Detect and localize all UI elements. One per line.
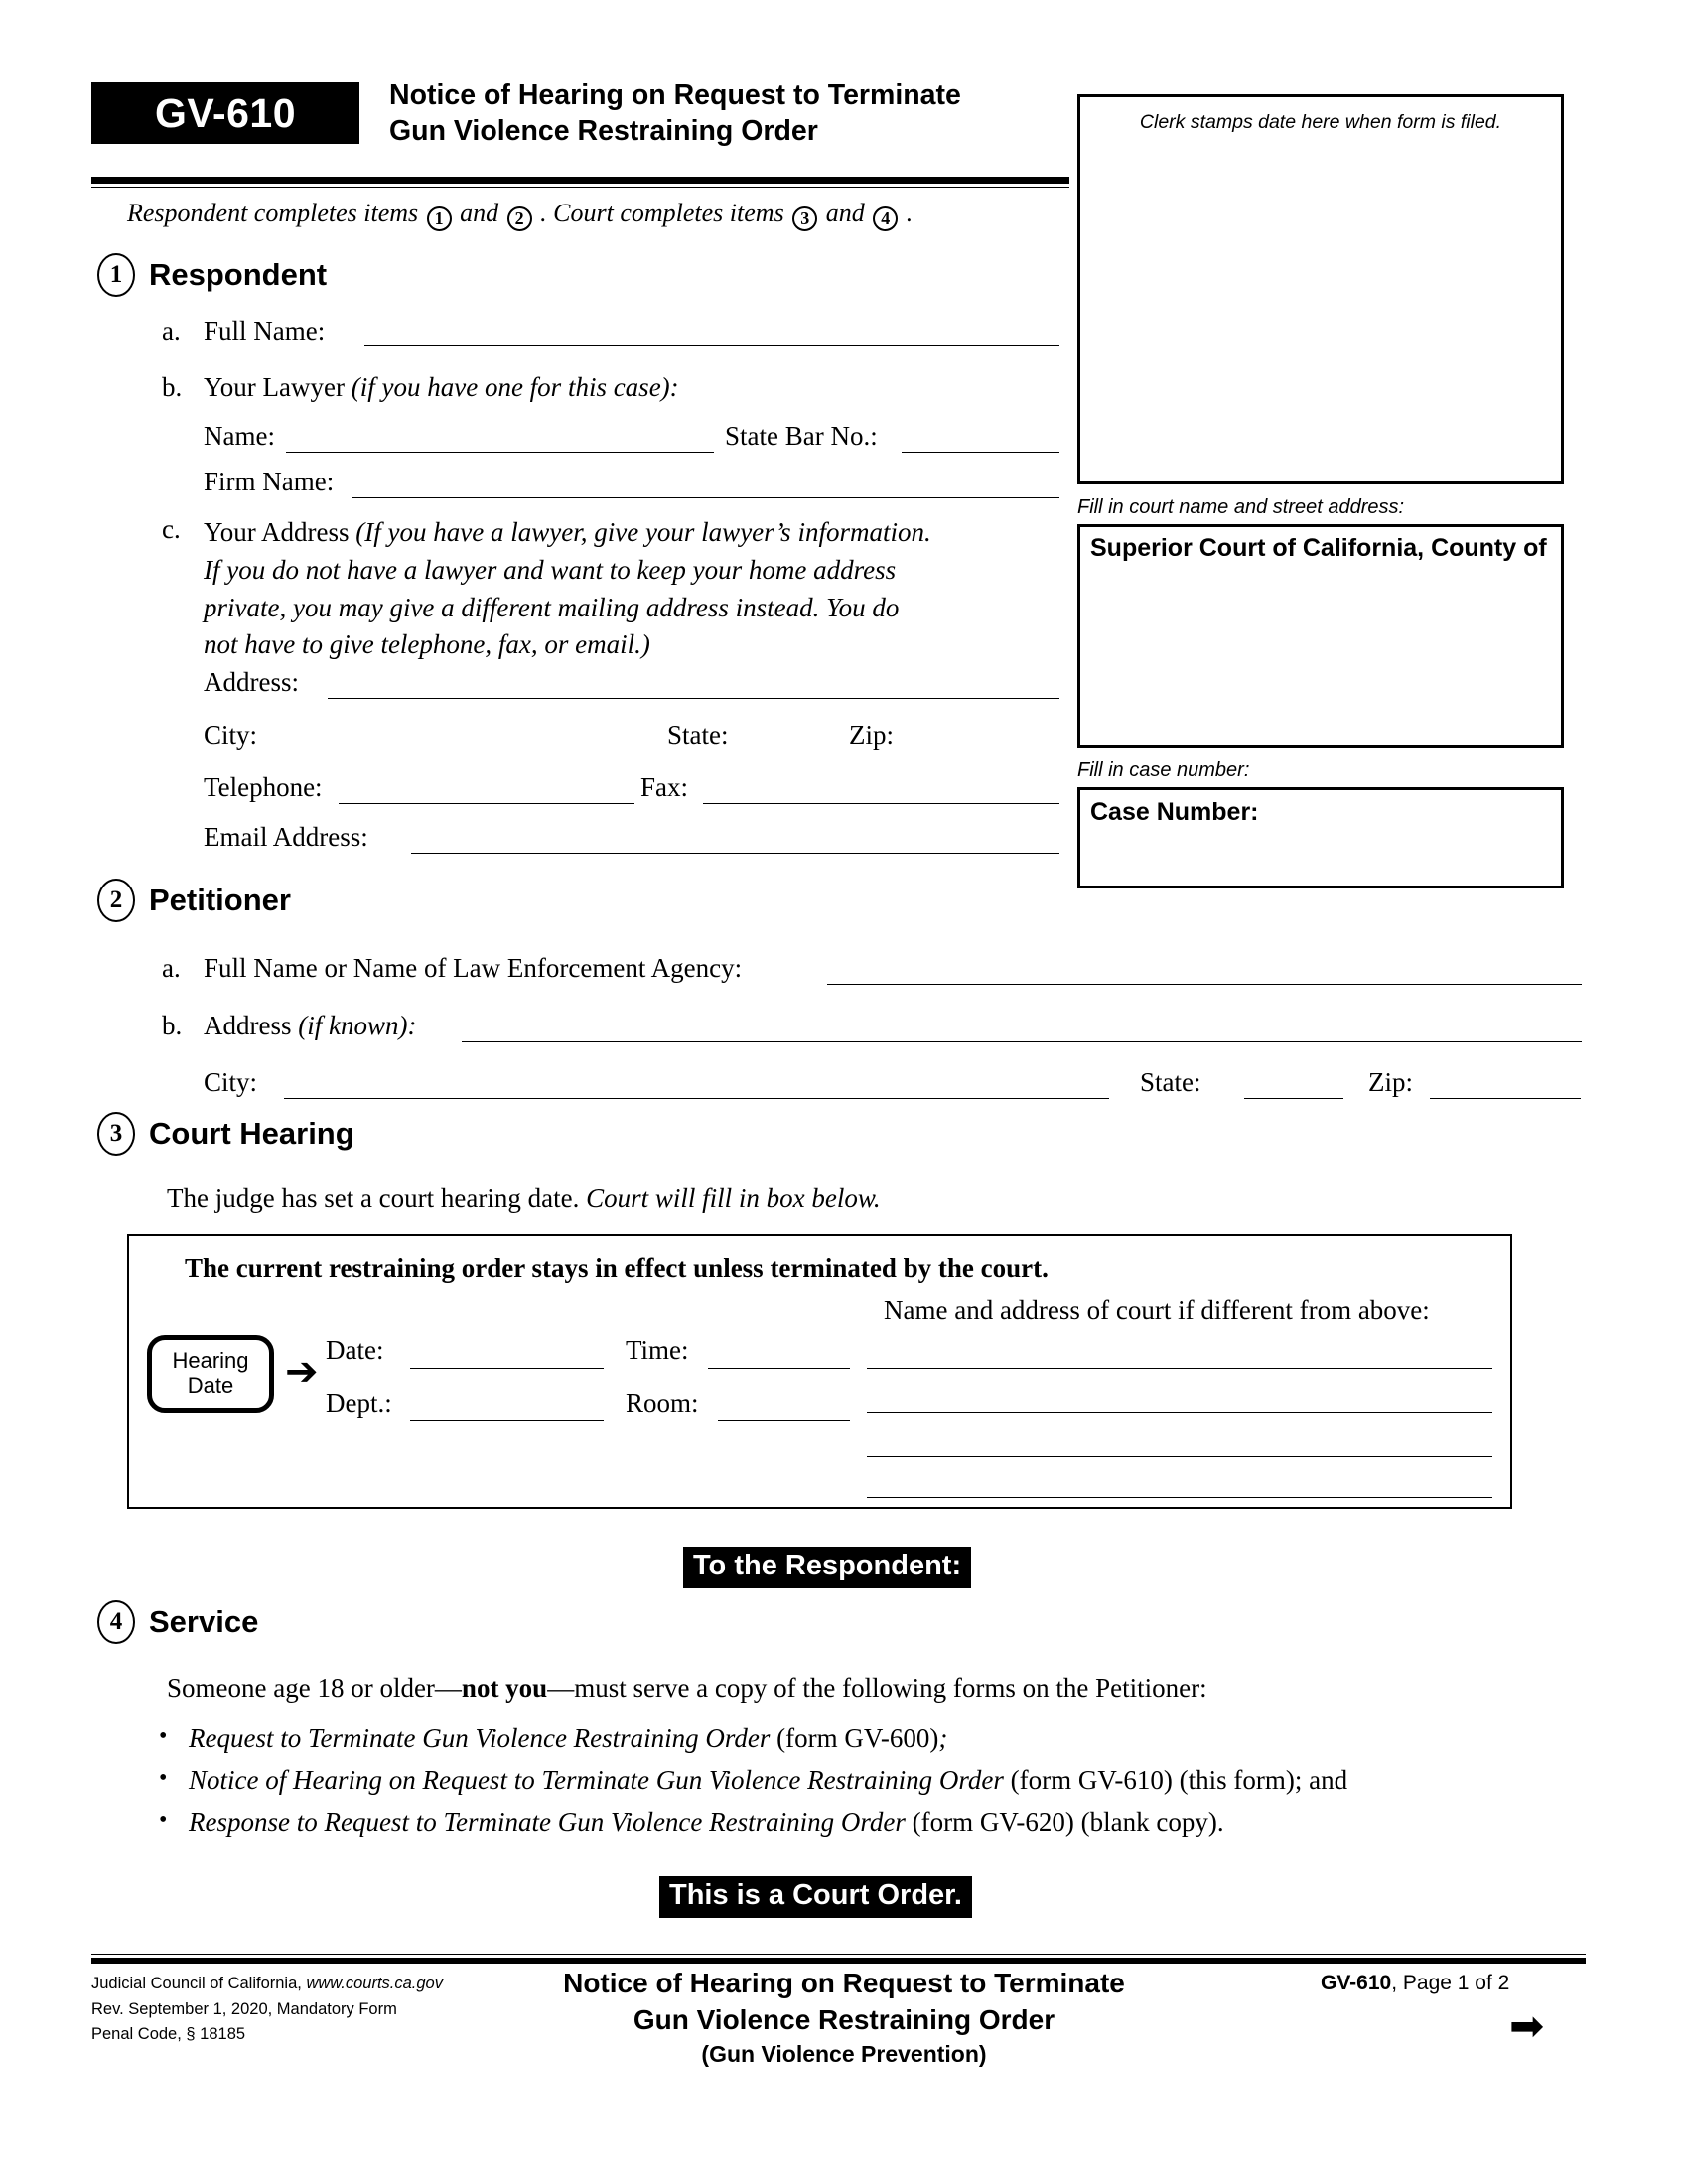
section-4-number: 4: [97, 1600, 135, 1644]
respondent-city-label: City:: [204, 720, 258, 750]
list-item-formno: (form GV-600): [770, 1723, 939, 1753]
state-bar-input[interactable]: [902, 452, 1059, 453]
case-number-caption: Fill in case number:: [1077, 759, 1250, 781]
respondent-fax-label: Fax:: [640, 772, 689, 802]
page-title-line2: Gun Violence Restraining Order: [389, 115, 818, 148]
respondent-telephone-input[interactable]: [339, 803, 634, 804]
service-lead-text: [167, 1673, 1587, 1704]
lawyer-name-label: Name:: [204, 421, 275, 451]
state-bar-label: State Bar No.:: [725, 421, 878, 451]
page-title: [389, 77, 1074, 150]
court-name-box[interactable]: [1077, 524, 1564, 748]
petitioner-address-input[interactable]: [462, 1041, 1582, 1042]
respondent-telephone-label: Telephone:: [204, 772, 323, 802]
footer-penal-code: Penal Code, § 18185: [91, 2025, 246, 2044]
section-2-heading: [97, 879, 291, 922]
circled-number-1: 1: [427, 206, 452, 231]
petitioner-zip-label: Zip:: [1368, 1067, 1413, 1097]
circled-number-2: 2: [507, 206, 532, 231]
hearing-date-label: Date:: [326, 1335, 384, 1365]
service-lead-post: —must serve a copy of the following forms on the Petitioner:: [547, 1673, 1207, 1703]
footer-council-url: www.courts.ca.gov: [306, 1975, 443, 1992]
instr-and2: and: [825, 199, 865, 227]
petitioner-state-input[interactable]: [1244, 1098, 1343, 1099]
section-1-number: 1: [97, 253, 135, 297]
section-3-number: 3: [97, 1112, 135, 1156]
hearing-lead-italic: Court will fill in box below.: [586, 1183, 881, 1213]
instr-prefix: Respondent completes items: [127, 199, 419, 227]
petitioner-name-input[interactable]: [827, 984, 1582, 985]
court-name-caption: Fill in court name and street address:: [1077, 496, 1405, 518]
instr-and1: and: [460, 199, 499, 227]
list-item-title: Request to Terminate Gun Violence Restraining Order: [189, 1723, 771, 1753]
form-header: [91, 77, 1069, 177]
section-2-title: Petitioner: [149, 883, 291, 917]
petitioner-state-label: State:: [1140, 1067, 1201, 1097]
respondent-email-input[interactable]: [411, 853, 1059, 854]
item-1b-letter: b.: [162, 372, 183, 402]
list-item-tail: ;: [938, 1723, 948, 1753]
hearing-room-input[interactable]: [718, 1420, 850, 1421]
hearing-date-badge-line1: Hearing: [172, 1348, 249, 1374]
footer-form-title: [496, 1966, 1192, 2069]
hearing-date-badge-line2: Date: [187, 1373, 234, 1398]
list-item: [159, 1765, 1589, 1796]
respondent-address-label: Address:: [204, 667, 299, 697]
arrow-right-icon: ➡: [1509, 2001, 1545, 2050]
hearing-court-address-line-4[interactable]: [867, 1497, 1492, 1498]
petitioner-zip-input[interactable]: [1430, 1098, 1581, 1099]
instr-sep: . Court completes items: [540, 199, 784, 227]
footer-title-line1: Notice of Hearing on Request to Terminate: [563, 1968, 1125, 1998]
hearing-date-badge: [147, 1335, 274, 1413]
list-item-title: Response to Request to Terminate Gun Violence Restraining Order: [189, 1807, 906, 1837]
section-3-title: Court Hearing: [149, 1116, 354, 1151]
hearing-time-input[interactable]: [708, 1368, 850, 1369]
respondent-fax-input[interactable]: [703, 803, 1059, 804]
hearing-dept-label: Dept.:: [326, 1388, 392, 1418]
court-order-banner: This is a Court Order.: [659, 1876, 972, 1918]
item-1c-letter: c.: [162, 514, 181, 544]
petitioner-city-input[interactable]: [284, 1098, 1109, 1099]
header-rule-thick: [91, 177, 1069, 184]
page-title-line1: Notice of Hearing on Request to Terminate: [389, 79, 961, 111]
to-the-respondent-banner: To the Respondent:: [683, 1547, 971, 1588]
service-forms-list: [159, 1723, 1589, 1848]
petitioner-name-label: Full Name or Name of Law Enforcement Agency:: [204, 953, 743, 983]
circled-number-3: 3: [792, 206, 817, 231]
item-1c-italic-3: private, you may give a different mailing address instead. You do: [204, 592, 900, 622]
section-2-number: 2: [97, 879, 135, 922]
item-1b-label-italic: (if you have one for this case):: [351, 372, 679, 402]
firm-name-label: Firm Name:: [204, 467, 335, 496]
hearing-court-address-label: Name and address of court if different from above:: [884, 1296, 1430, 1325]
circled-number-4: 4: [873, 206, 898, 231]
footer-legal-info: [91, 1972, 528, 2048]
clerk-stamp-caption: Clerk stamps date here when form is filed.: [1139, 111, 1502, 133]
arrow-right-icon: ➔: [285, 1349, 319, 1395]
item-1c-label-text: Your Address: [204, 517, 350, 547]
case-number-label: Case Number:: [1090, 798, 1259, 826]
footer-revision: Rev. September 1, 2020, Mandatory Form: [91, 1999, 397, 2018]
section-4-heading: [97, 1600, 258, 1644]
respondent-email-label: Email Address:: [204, 822, 368, 852]
respondent-address-input[interactable]: [328, 698, 1059, 699]
hearing-date-input[interactable]: [410, 1368, 604, 1369]
footer-form-number: GV-610: [1321, 1972, 1392, 1994]
footer-council-line: [91, 1972, 528, 1997]
item-1b-label: [204, 372, 679, 403]
hearing-dept-input[interactable]: [410, 1420, 604, 1421]
petitioner-address-label-italic: (if known):: [298, 1011, 417, 1040]
clerk-stamp-box: [1077, 94, 1564, 484]
form-number-text: GV-610: [154, 89, 297, 136]
item-1a-label: Full Name:: [204, 316, 326, 345]
petitioner-address-label-text: Address: [204, 1011, 292, 1040]
service-lead-bold: not you: [461, 1673, 548, 1703]
list-item-text: [189, 1765, 1347, 1796]
completion-instructions: [127, 199, 1080, 231]
footer-page-info: [1321, 1972, 1589, 1995]
respondent-zip-label: Zip:: [849, 720, 894, 750]
petitioner-city-label: City:: [204, 1067, 258, 1097]
list-item-title: Notice of Hearing on Request to Terminate Gun Violence Restraining Order: [189, 1765, 1004, 1795]
instr-end: .: [906, 199, 914, 227]
hearing-room-label: Room:: [626, 1388, 699, 1418]
section-3-heading: [97, 1112, 354, 1156]
hearing-court-address-line-3[interactable]: [867, 1456, 1492, 1457]
list-item: [159, 1723, 1589, 1754]
item-2b-letter: b.: [162, 1011, 183, 1040]
respondent-full-name-input[interactable]: [364, 345, 1059, 346]
form-number-badge: [91, 82, 359, 144]
list-item-formno: (form GV-620) (blank copy).: [905, 1807, 1224, 1837]
case-number-box[interactable]: [1077, 787, 1564, 888]
hearing-court-address-line-1[interactable]: [867, 1368, 1492, 1369]
hearing-lead-text: [167, 1183, 881, 1214]
item-1c-italic-4: not have to give telephone, fax, or email.): [204, 629, 650, 660]
list-item-formno: (form GV-610) (this form); and: [1003, 1765, 1348, 1795]
hearing-lead-roman: The judge has set a court hearing date.: [167, 1183, 580, 1213]
bullet-icon: •: [159, 1807, 168, 1833]
bullet-icon: •: [159, 1723, 168, 1749]
section-4-title: Service: [149, 1604, 259, 1639]
petitioner-address-label: [204, 1011, 416, 1041]
item-1c-italic-1: (If you have a lawyer, give your lawyer’s information.: [355, 517, 931, 547]
item-1c-italic-2: If you do not have a lawyer and want to keep your home address: [204, 554, 897, 585]
hearing-time-label: Time:: [626, 1335, 689, 1365]
footer-title-line2: Gun Violence Restraining Order: [633, 2003, 1055, 2035]
item-2a-letter: a.: [162, 953, 181, 983]
hearing-box-title: The current restraining order stays in effect unless terminated by the court.: [185, 1253, 1049, 1283]
footer-rule-thin: [91, 1954, 1586, 1955]
hearing-court-address-line-2[interactable]: [867, 1412, 1492, 1413]
footer-title-line3: (Gun Violence Prevention): [701, 2040, 987, 2067]
section-1-heading: [97, 253, 327, 297]
section-1-title: Respondent: [149, 257, 328, 292]
footer-council-text: Judicial Council of California,: [91, 1975, 307, 1992]
footer-rule-thick: [91, 1958, 1586, 1964]
court-name-value: Superior Court of California, County of: [1090, 534, 1547, 562]
list-item: [159, 1807, 1589, 1838]
bullet-icon: •: [159, 1765, 168, 1791]
footer-page-number: , Page 1 of 2: [1391, 1972, 1510, 1994]
item-1c-label-block: [204, 514, 1057, 664]
respondent-state-label: State:: [667, 720, 729, 750]
header-rule-thin: [91, 187, 1069, 188]
item-1b-label-text: Your Lawyer: [204, 372, 345, 402]
lawyer-name-input[interactable]: [286, 452, 714, 453]
service-lead-pre: Someone age 18 or older—: [167, 1673, 462, 1703]
list-item-text: [189, 1723, 947, 1754]
item-1a-letter: a.: [162, 316, 181, 345]
firm-name-input[interactable]: [352, 497, 1059, 498]
list-item-text: [189, 1807, 1224, 1838]
